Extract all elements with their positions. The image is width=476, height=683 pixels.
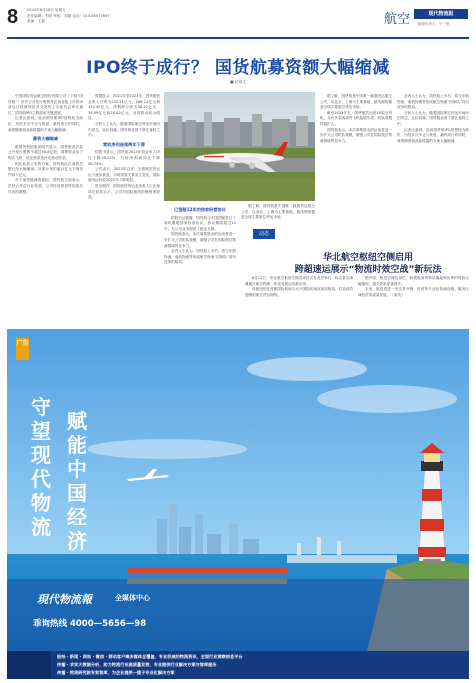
- subheading: 已签超12年的独家经营协议: [174, 207, 226, 212]
- paragraph: 国货航表示，本次募集资金的运用将进一步扩大公司机队规模，增强公司在国际航空物流领域的竞争力。: [164, 232, 236, 248]
- paragraph: 招股书还披露，国货航与中国国航签订了客机腹舱独家经营协议，协议期限超过12年，为公司业务提供了稳定支撑。: [164, 215, 236, 231]
- paragraph: 据了解，国货航是中国唯一载旗货运航空公司，以北京、上海为主要基地，航线网络覆盖全球主要航空货运市场。: [241, 204, 315, 220]
- paragraph: 截至2023年末，国货航共运营15架全货机，另有多架客改货飞机陆续引进，机队规模持续扩大。: [320, 110, 392, 126]
- meta-line: 责任编辑：李明 审校：刘颖 电话：010-65077697: [27, 13, 110, 18]
- article-column-4: [241, 204, 315, 226]
- paragraph: 据了解，国货航是中国唯一载旗货运航空公司，以北京、上海为主要基地，航线网络覆盖全球主要航空货运市场。: [320, 94, 392, 110]
- paragraph: 招股书显示，国货航2023年营业收入同比下降35.22%，归母净利润同比下降46.74%。: [88, 150, 160, 166]
- subheading: 募资大幅缩减: [32, 136, 59, 142]
- paragraph: 记者注意到，此前国货航IPO进程较为曲折，历经多次中止与恢复，最终成行的同时，募资额度较此前披露的方案大幅缩减。: [397, 127, 469, 143]
- subheading: 营收净利连续两年下滑: [103, 141, 145, 147]
- paragraph: 6月12日，华北航空枢纽空侧启用仪式在北京举行，标志着京津冀地区航空物流一体化发展迈出新步伐。: [245, 276, 353, 286]
- footer-strip-accent: [7, 651, 51, 679]
- masthead-meta: [27, 8, 137, 25]
- paragraph: 据国货航招股说明书显示，国货航此次拟公开发行股票不超过40.8亿股，募集资金用于购买飞机、偿还借款及补充流动资金。: [8, 144, 83, 160]
- brand-logo: 现代物流报: [414, 9, 468, 19]
- paragraph: 业内人士认为，国货航上市后，将与东航物流、南航物流等形成航空物流“国家队”同台竞争的格局。: [164, 249, 236, 265]
- paragraph: 记者注意到，此前国货航IPO进程较为曲折，历经多次中止与恢复，最终成行的同时，募资额度较此前披露的方案大幅缩减。: [8, 116, 83, 132]
- footer-strip: [7, 651, 469, 679]
- meta-line: 美编：王磊: [27, 19, 45, 23]
- paragraph: 数据显示，2021年至2023年，国货航营业收入分别为232.21亿元、266.13亿元和172.40亿元，净利润分别为38.22亿元、39.09亿元和20.82亿元，业绩波动较为明显。: [88, 94, 160, 121]
- paragraph: 分析人士认为，随着国际航空货运市场回归常态，运价回落，国货航业绩下滑在意料之中。: [88, 121, 160, 138]
- article-column-2: [88, 94, 160, 324]
- paragraph: 相比此前公布的方案，国货航此次募资总额已经大幅缩减，从原计划的逾百亿元下调至约四十亿元。: [8, 161, 83, 177]
- paragraph: 对于募资缩减的原因，国货航方面表示，是综合考虑行业发展、公司经营规划等因素后作出的调整。: [8, 178, 83, 194]
- paragraph: 据介绍，枢纽空侧启用后，跨境电商货物从落地到出库的时间大幅缩短，通关效率显著提升。: [358, 276, 469, 286]
- ad-slogan-2: 赋能中国经济: [67, 409, 87, 553]
- editor-credit: 版面负责人：于一航: [418, 22, 450, 26]
- paragraph: 国货航表示，本次募集资金的运用将进一步扩大公司机队规模，增强公司在国际航空物流领域的竞争力。: [320, 127, 392, 143]
- article2-subtitle: 跨超速运展示“物流时效空战”新玩法: [294, 265, 442, 275]
- article2-column-1: [245, 276, 353, 322]
- news-tag: 动态: [253, 229, 275, 239]
- article-column-5: [320, 94, 392, 224]
- paragraph: 报告期内，国货航的货运业务收入占比保持在较高水平，公司对国际航线依赖程度较高。: [88, 183, 160, 200]
- footer-line: 报纸 · 新闻 · 网站 · 微信 · 移动客户端多媒体全覆盖，专业权威的物流资讯、全面行业洞察信息平台: [57, 654, 243, 659]
- article-column-6: [397, 94, 469, 224]
- section-title: 航空: [384, 12, 411, 27]
- paragraph: 公司表示，2023年以来，全球航空货运运力逐步恢复，市场供需关系发生变化，国际航线运价较2022年下降明显。: [88, 167, 160, 183]
- article-column-1: [8, 94, 83, 304]
- footer-line: 传播 · 物流研究院专家智库，为企业提供一揽子专业化解决方案: [57, 670, 175, 675]
- article-column-3: [164, 204, 236, 324]
- masthead: [0, 0, 476, 40]
- paragraph: 业内人士认为，国货航上市后，将与东航物流、南航物流等形成航空物流“国家队”同台竞争的格局。: [397, 94, 469, 110]
- paragraph: 中国国际货运航空股份有限公司（下称“国货航”）首次公开发行股票并在创业板上市的申请近日获深圳证券交易所上市委员会审议通过，国货航IPO之路迎来关键进展。: [8, 94, 83, 115]
- cargo-plane-photo: [164, 92, 315, 201]
- top-rule: [7, 37, 469, 39]
- meta-line: 2024年6月28日 星期五: [27, 8, 66, 12]
- headline: IPO终于成行？ 国货航募资额大幅缩减: [86, 58, 390, 78]
- ad-brand-sub: 全媒体中心: [115, 594, 150, 602]
- paragraph: 未来，枢纽将进一步完善冷链、医药等专业化物流设施，服务区域经济高质量发展。（姜英）: [358, 287, 469, 297]
- ad-slogan-1: 守望现代物流: [31, 395, 51, 539]
- paragraph: 分析人士认为，随着国际航空货运市场回归常态，运价回落，国货航业绩下滑在意料之中。: [397, 110, 469, 126]
- article2-column-2: [358, 276, 469, 322]
- footer-line: 传播 · 求实大数据分析，助力物流行业高质量发展，专业提供行业解决方案与智库服务: [57, 662, 217, 667]
- article2-title: 华北航空枢纽空侧启用: [322, 253, 413, 263]
- byline: ■ 赵婧文: [229, 79, 247, 84]
- paragraph: 该枢纽依托首都国际机场与大兴国际机场双枢纽格局，打造高效便捷的航空货运网络。: [245, 287, 353, 297]
- ad-tag: 广告: [16, 338, 29, 360]
- advertisement: [7, 329, 469, 651]
- page-number: 8: [7, 6, 19, 28]
- ad-brand: 現代物流報: [37, 593, 92, 606]
- ad-hotline: 乖询热线 4000—5656—98: [33, 619, 147, 629]
